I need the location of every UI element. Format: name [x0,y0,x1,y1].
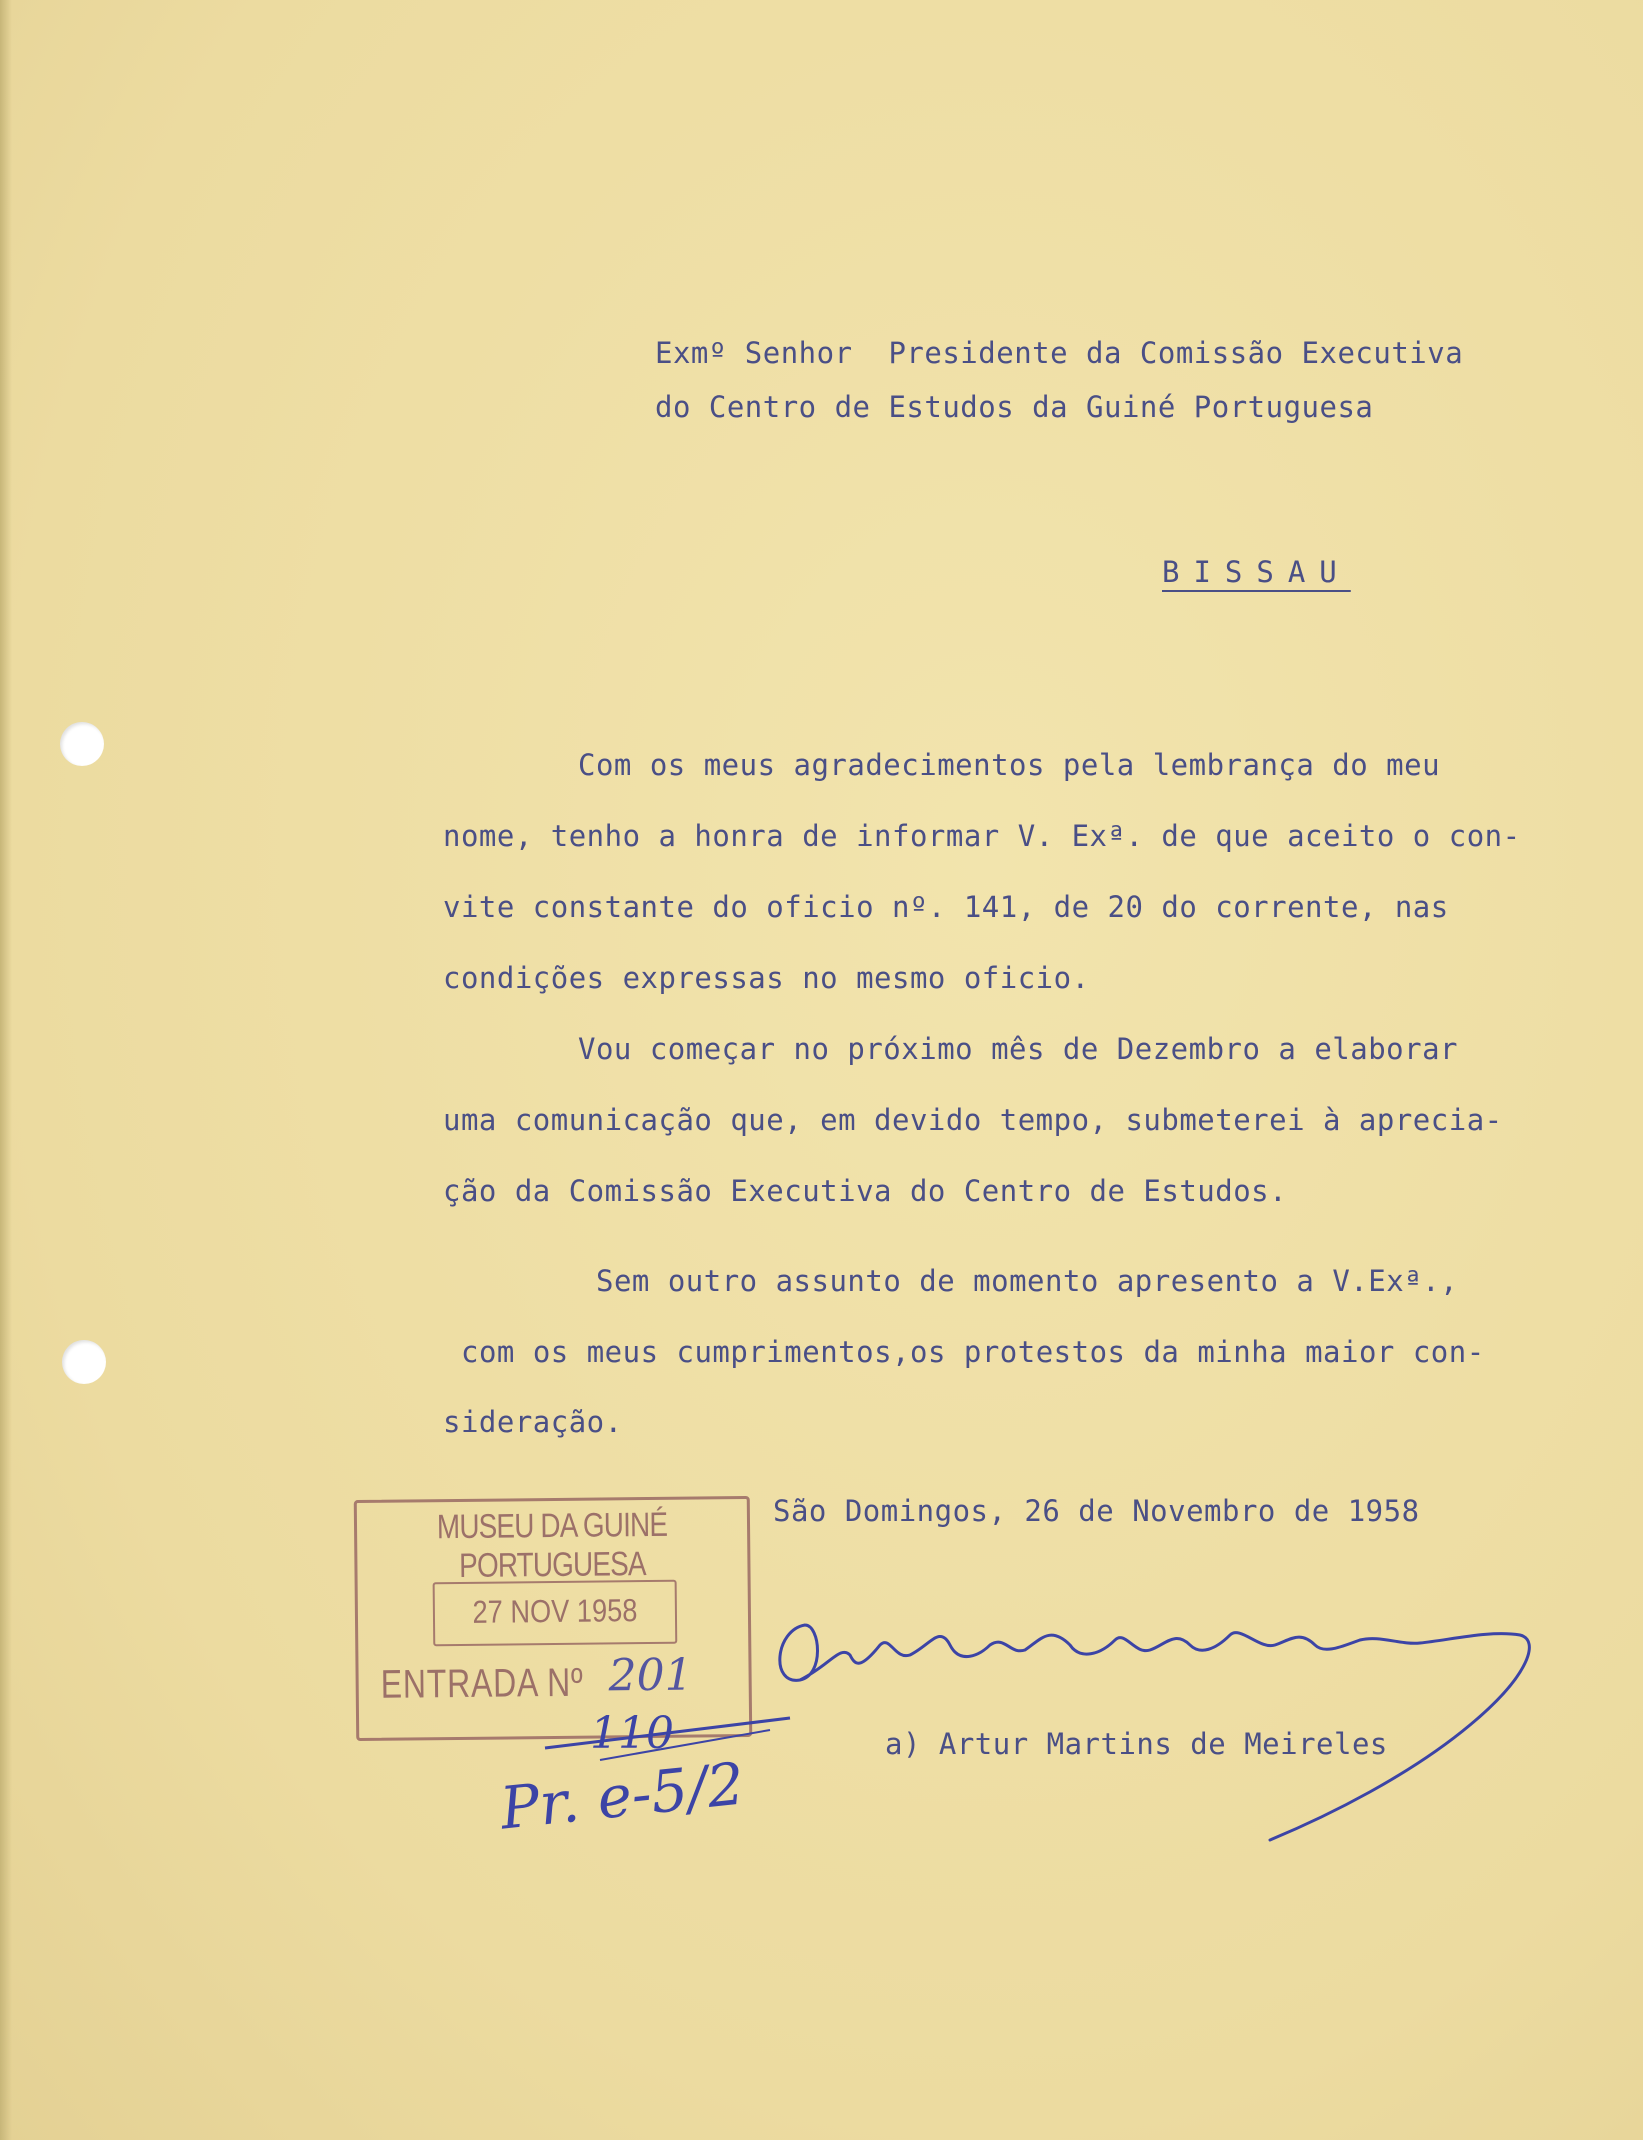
page-edge-shadow [0,0,12,2140]
stamp-entry-number: 201 [608,1649,693,1702]
file-reference-annotation: Pr. e-5/2 [497,1749,748,1843]
address-line-1: Exmº Senhor Presidente da Comissão Executiva [655,336,1464,370]
paragraph-2-line-3: ção da Comissão Executiva do Centro de Estudos. [443,1174,1288,1208]
punch-hole-bottom [62,1340,106,1384]
paragraph-2-line-1: Vou começar no próximo mês de Dezembro a elaborar [578,1032,1459,1066]
paragraph-1-line-3: vite constante do oficio nº. 141, de 20 do corrente, nas [443,890,1449,924]
paragraph-3-line-2: com os meus cumprimentos,os protestos da minha maior con- [461,1335,1485,1369]
paragraph-3-line-3: sideração. [443,1405,623,1439]
punch-hole-top [60,722,104,766]
paragraph-1-line-4: condições expressas no mesmo oficio. [443,961,1090,995]
paragraph-1-line-2: nome, tenho a honra de informar V. Exª. de que aceito o con- [443,819,1521,853]
stamp-entry-label: ENTRADA Nº [380,1660,584,1707]
address-line-2: do Centro de Estudos da Guiné Portuguesa [655,390,1374,424]
paragraph-3-line-1: Sem outro assunto de momento apresento a V.Exª., [596,1264,1459,1298]
stamp-date: 27 NOV 1958 [472,1592,638,1630]
paragraph-2-line-2: uma comunicação que, em devido tempo, submeterei à aprecia- [443,1103,1503,1137]
handwritten-signature [770,1585,1550,1855]
signatory-name: a) Artur Martins de Meireles [885,1727,1388,1761]
stamp-date-box [433,1580,678,1647]
struck-number: 110 [590,1708,674,1759]
stamp-museum-name: MUSEU DA GUINÉ PORTUGUESA [436,1505,668,1585]
place-date: São Domingos, 26 de Novembro de 1958 [773,1494,1420,1528]
city-heading: BISSAU [1162,555,1351,589]
paragraph-1-line-1: Com os meus agradecimentos pela lembrança do meu [578,748,1441,782]
